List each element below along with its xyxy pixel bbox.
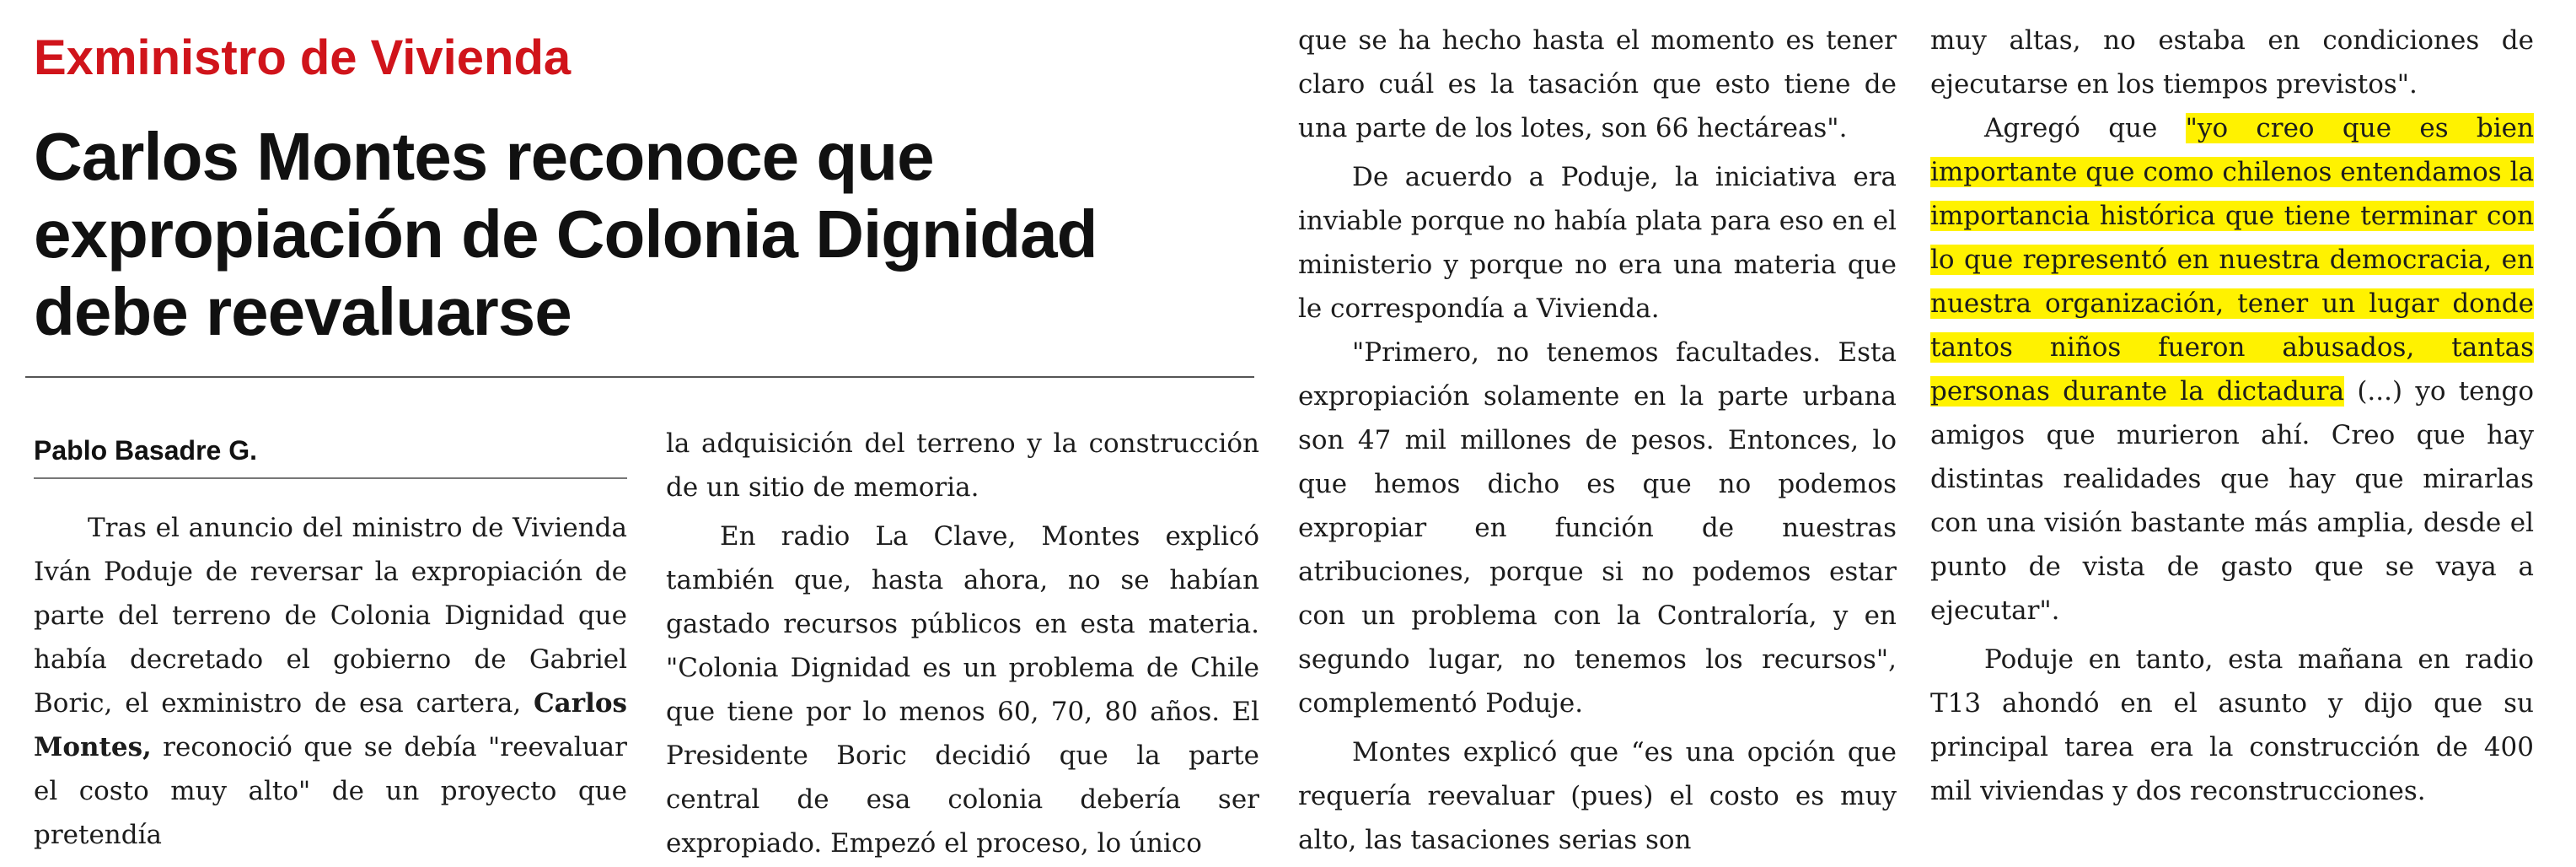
paragraph xyxy=(1930,106,2534,633)
paragraph: "Primero, no tenemos facultades. Esta expropiación solamente en la parte urbana son 47 mil millones de pesos. Entonces, lo que hemos dicho es que no podemos expropiar en función de nuestras atribuciones, porque si no podemos estar con un problema con la Contraloría, y en segundo lugar, no tenemos los recursos", complementó Poduje. xyxy=(1298,337,1897,719)
byline: Pablo Basadre G. xyxy=(34,435,257,466)
paragraph: De acuerdo a Poduje, la iniciativa era inviable porque no había plata para eso en el ministerio y porque no era una materia que le correspondía a Vivienda. xyxy=(1298,162,1897,324)
paragraph-text: Tras el anuncio del ministro de Vivienda Iván Poduje de reversar la expropiación de parte del terreno de Colonia Dignidad que había decretado el gobierno de Gabriel Boric, el exministro de esa cartera, xyxy=(34,513,627,719)
text-column-3 xyxy=(1298,19,1897,862)
paragraph: En radio La Clave, Montes explicó también que, hasta ahora, no se habían gastado recursos públicos en esta materia. "Colonia Dignidad es un problema de Chile que tiene por lo menos 60, 70, 80 años. El Presidente Boric decidió que la parte central de esa colonia debería ser expropiado. Empezó el proceso, lo único xyxy=(666,521,1259,859)
article-headline: Carlos Montes reconoce que expropiación de Colonia Dignidad debe reevaluarse xyxy=(34,119,1097,349)
paragraph: Poduje en tanto, esta mañana en radio T13 ahondó en el asunto y dijo que su principal tarea era la construcción de 400 mil viviendas y dos reconstrucciones. xyxy=(1930,644,2534,806)
paragraph: Montes explicó que “es una opción que requería reevaluar (pues) el costo es muy alto, las tasaciones serias son xyxy=(1298,737,1897,855)
text-column-4 xyxy=(1930,19,2534,813)
highlighted-quote: "yo creo que es bien importante que como chilenos entendamos la importancia histórica que tiene terminar con lo que representó en nuestra democracia, en nuestra organización, tener un lugar donde tantos niños fueron abusados, tantas personas durante la dictadura xyxy=(1930,113,2534,407)
paragraph xyxy=(34,506,627,857)
bold-name: Carlos Montes, xyxy=(34,688,627,762)
paragraph-text: (...) yo tengo amigos que murieron ahí. Creo que hay distintas realidades que hay que mirarlas con una visión bastante más amplia, desde el punto de vista de gasto que se vaya a ejecutar". xyxy=(1930,376,2535,626)
text-column-1 xyxy=(34,506,627,857)
paragraph-text: reconoció que se debía "reevaluar el costo muy alto" de un proyecto que pretendía xyxy=(34,732,627,850)
paragraph-text: Agregó que xyxy=(1984,113,2186,143)
section-kicker: Exministro de Vivienda xyxy=(34,30,572,85)
paragraph: muy altas, no estaba en condiciones de ejecutarse en los tiempos previstos". xyxy=(1930,25,2534,100)
byline-divider xyxy=(34,477,627,479)
text-column-2 xyxy=(666,422,1259,865)
paragraph: la adquisición del terreno y la construcción de un sitio de memoria. xyxy=(666,428,1259,503)
headline-divider xyxy=(25,376,1254,378)
paragraph: que se ha hecho hasta el momento es tener claro cuál es la tasación que esto tiene de una parte de los lotes, son 66 hectáreas". xyxy=(1298,25,1897,143)
